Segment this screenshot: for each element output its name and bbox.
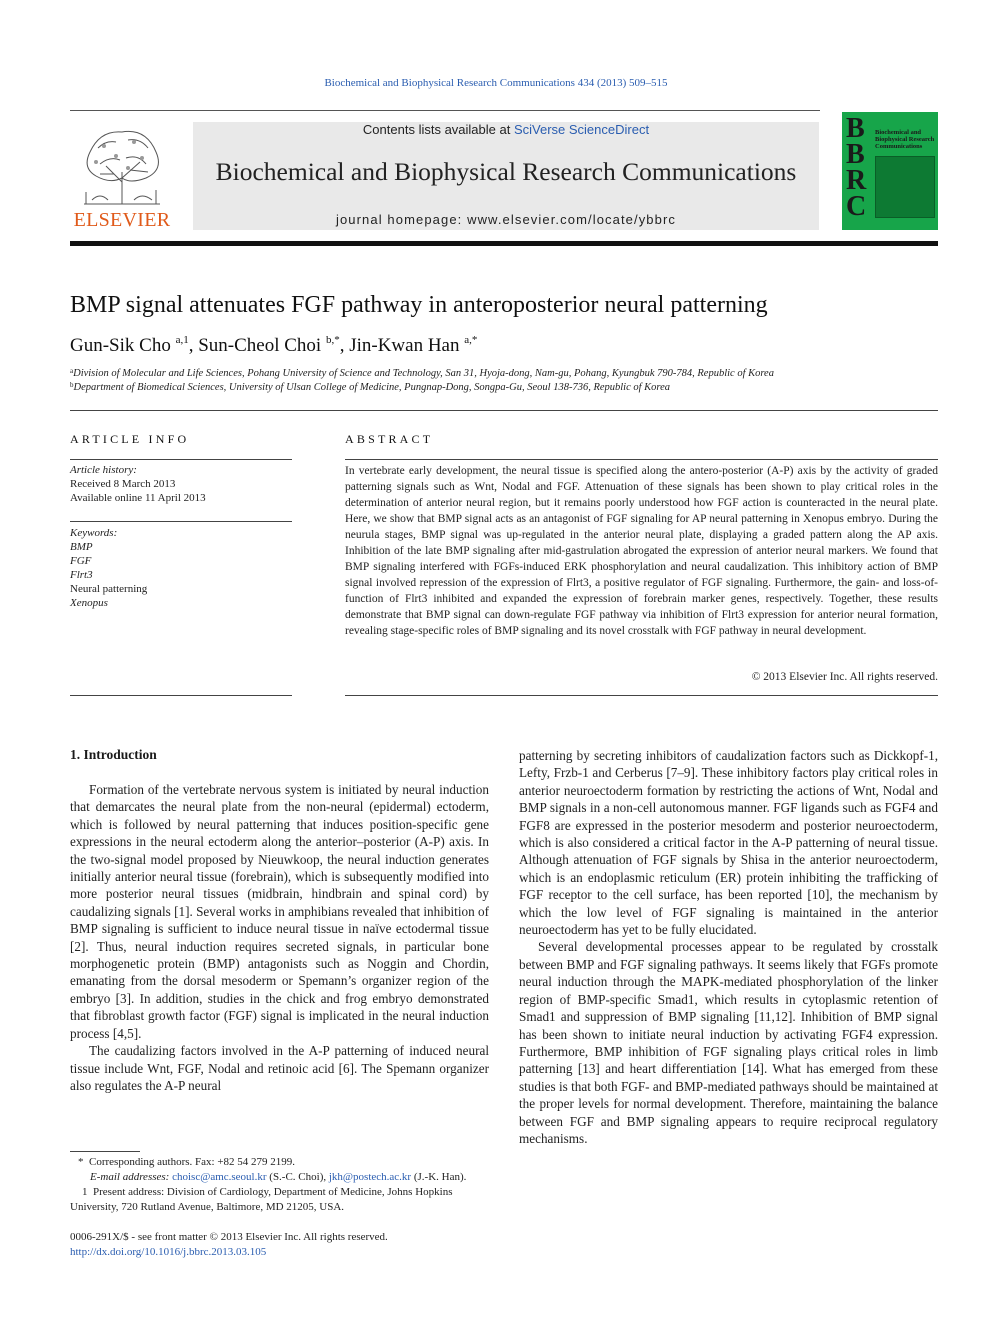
- abstract-text: In vertebrate early development, the neural tissue is specified along the antero-posterior (A-P) axis by the activity of graded patterning signals such as Wnt, Nodal and FGF. Attenuation of these signals has been shown to play critical roles in the determination of anterior neural region, but it remains poorly understood how FGF action is counteracted in the neural plate. Here, we show that BMP signal acts as an antagonist of FGF signaling for AP neural patterning in Xenopus embryo. During the neurula stages, BMP signal was up-regulated in the anterior neural plate, displaying a graded pattern along the AP axis. Inhibition of the late BMP signaling after mid-gastrulation abrogated the expression of anterior neural markers. We found that BMP signaling interfered with FGFs-induced ERK phosphorylation and neural caudalization. This inhibitory action of BMP signal involved repression of the expression of Flrt3, a positive regulator of FGF signaling. Furthermore, the gain- and loss-of-function of Flrt3 inhibited and expanded the expression of forebrain marker genes, respectively. Together, these results demonstrate that BMP signal can down-regulate FGF pathway via inhibition of Flrt3 expression for anterior neural formation, revealing stage-specific roles of BMP signaling and its novel crosstalk with FGF pathway in neural development.: [345, 465, 938, 637]
- cover-artwork: [875, 156, 935, 218]
- elsevier-wordmark: ELSEVIER: [73, 209, 171, 231]
- article-history: Article history: Received 8 March 2013 Available online 11 April 2013: [70, 464, 206, 504]
- keyword: Neural patterning: [70, 583, 148, 595]
- intro-paragraph-4: Several developmental processes appear to be regulated by crosstalk between BMP and FGF signaling pathways. It seems likely that FGFs promote neural induction through the MAPK-mediated phosphorylation of the linker region of BMP-specific Smad1, which results in cytoplasmic retention of Smad1 and suppression of BMP signaling [11,12]. Inhibition of BMP signal has been shown to initiate neural induction by activating FGF4 expression. Furthermore, BMP inhibition of FGF signaling plays critical roles in limb patterning [13] and heart differentiation [14]. What has emerged from these studies is that both FGF- and BMP-mediated pathways should be maintained at the proper levels for normal development. Therefore, maintaining the balance between FGF and BMP signaling appears to require reciprocal regulatory mechanisms.: [519, 939, 938, 1146]
- body-right-column: [519, 747, 938, 1147]
- abstract-rule-top: [345, 459, 938, 460]
- journal-name: Biochemical and Biophysical Research Communications: [215, 157, 797, 186]
- keyword: Flrt3: [70, 569, 93, 581]
- intro-paragraph-2: The caudalizing factors involved in the A-P patterning of induced neural tissue include Wnt, FGF, Nodal and retinoic acid [6]. The Spemann organizer also regulates the A-P neural: [70, 1043, 489, 1093]
- author-marks: b,*: [325, 334, 340, 346]
- affiliation-a: $^a$Division of Molecular and Life Sciences, Pohang University of Science and Technology, San 31, Hyoja-dong, Nam-gu, Pohang, Kyungbuk 790-784, Republic of Korea: [70, 367, 774, 379]
- header-top-rule: [70, 110, 820, 111]
- info-rule-3: [70, 695, 292, 696]
- keywords-block: Keywords: BMP FGF Flrt3 Neural patterning Xenopus: [70, 527, 148, 609]
- footnote-emails: E-mail addresses: choisc@amc.seoul.kr (S.-C. Choi), jkh@postech.ac.kr (J.-K. Han).: [90, 1171, 467, 1183]
- cover-title: Biochemical and Biophysical Research Communications: [875, 129, 935, 150]
- keyword: FGF: [70, 555, 92, 567]
- header-thick-rule: [70, 241, 938, 246]
- affiliation-b: $^b$Department of Biomedical Sciences, University of Ulsan College of Medicine, Pungnap-Dong, Songpa-Gu, Seoul 138-736, Republic of Korea: [70, 381, 671, 393]
- author-marks: a,1: [175, 334, 189, 346]
- author-name[interactable]: Jin-Kwan Han: [349, 335, 460, 356]
- issn-line: 0006-291X/$ - see front matter © 2013 Elsevier Inc. All rights reserved.: [70, 1231, 388, 1243]
- doi-link[interactable]: http://dx.doi.org/10.1016/j.bbrc.2013.03.105: [70, 1246, 267, 1258]
- keyword: Xenopus: [70, 597, 108, 609]
- intro-paragraph-3: patterning by secreting inhibitors of caudalization factors such as Dickkopf-1, Lefty, Frzb-1 and Cerberus [7–9]. These inhibitory factors play critical roles in anterior neuroectoderm formation by restricting the actions of Wnt, Nodal and BMP signals in a non-cell autonomous manner. FGF ligands such as FGF4 and FGF8 are expressed in the posterior mesoderm and posterior neuroectoderm, which is also considered a critical factor in the A-P patterning of neural tissue. Although attenuation of FGF signals by Shisa in the anterior neuroectoderm, which is an endoplasmic reticulum (ER) protein inhibiting the trafficking of FGF receptor to the cell surface, has been reported [10], the mechanism by which the low level of FGF signaling is maintained in the anterior neuroectoderm has yet to be fully elucidated.: [519, 748, 938, 938]
- affiliation-rule: [70, 410, 938, 411]
- email-link[interactable]: jkh@postech.ac.kr: [328, 1171, 412, 1183]
- body-left-column: [70, 781, 489, 1094]
- sciencedirect-link[interactable]: SciVerse ScienceDirect: [513, 122, 650, 137]
- footnote-rule: [70, 1151, 140, 1152]
- email-link[interactable]: choisc@amc.seoul.kr: [172, 1171, 267, 1183]
- section-heading-introduction: 1. Introduction: [70, 747, 157, 762]
- journal-cover-thumbnail: [842, 112, 938, 230]
- cover-letters: B B R C: [846, 113, 867, 222]
- footnote-corresponding: * Corresponding authors. Fax: +82 54 279 2199.: [78, 1156, 296, 1168]
- issn-block: [70, 1230, 388, 1260]
- author-name[interactable]: Sun-Cheol Choi: [198, 335, 322, 356]
- footnote-present-address: 1 Present address: Division of Cardiology, Department of Medicine, Johns Hopkins University, 720 Rutland Avenue, Baltimore, MD 21205, USA.: [70, 1186, 453, 1213]
- abstract-heading: ABSTRACT: [345, 432, 434, 446]
- journal-citation-link[interactable]: Biochemical and Biophysical Research Communications 434 (2013) 509–515: [324, 77, 668, 89]
- info-rule-1: [70, 459, 292, 460]
- journal-homepage[interactable]: journal homepage: www.elsevier.com/locate/ybbrc: [335, 212, 676, 227]
- intro-paragraph-1: Formation of the vertebrate nervous system is initiated by neural induction that demarcates the neural plate from the non-neural (epidermal) ectoderm, which is followed by neural patterning that induces position-specific gene expressions in the neural ectoderm along the anterior–posterior (A-P) axis. In the two-signal model proposed by Nieuwkoop, the neural induction generates initially anterior neural tissue (forebrain), which is subsequently modified into more posterior neural tissues (midbrain, hindbrain and spinal cord) by caudalizing signals [1]. Several works in amphibians revealed that inhibition of BMP signaling is sufficient to induce neural tissue in naïve ectodermal tissue [2]. Thus, neural induction requires secreted signals, in particular bone morphogenetic protein (BMP) antagonists such as Noggin and Chordin, emanating from the dorsal mesoderm or Spemann’s organizer region of the embryo [3]. In addition, studies in the chick and frog embryo demonstrated that fibroblast growth factor (FGF) signal is implicated in the neural induction process [4,5].: [70, 782, 489, 1041]
- abstract-rule-bottom: [345, 695, 938, 696]
- author-name[interactable]: Gun-Sik Cho: [70, 335, 171, 356]
- abstract-copyright: © 2013 Elsevier Inc. All rights reserved.: [751, 671, 938, 683]
- footnotes: [70, 1155, 489, 1215]
- author-marks: a,*: [464, 334, 478, 346]
- contents-available-line: [193, 122, 819, 137]
- info-rule-2: [70, 521, 292, 522]
- keyword: BMP: [70, 541, 93, 553]
- author-list: Gun-Sik Cho $^{a,1}$, Sun-Cheol Choi $^{b,*}$, Jin-Kwan Han $^{a,*}$: [70, 334, 478, 356]
- article-title: BMP signal attenuates FGF pathway in anteroposterior neural patterning: [70, 292, 768, 318]
- contents-prefix: Contents lists available at: [362, 122, 514, 137]
- article-info-heading: ARTICLE INFO: [70, 432, 190, 446]
